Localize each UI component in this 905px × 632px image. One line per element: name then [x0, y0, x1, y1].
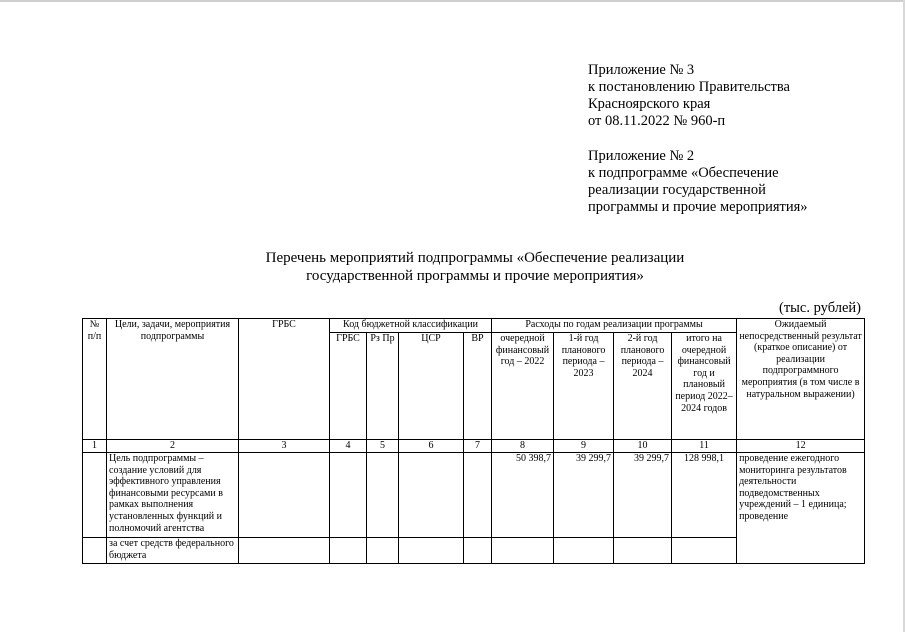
- header-total: итого на очередной финансовый год и плановый период 2022–2024 годов: [672, 333, 737, 440]
- cell-code-grbs: [330, 538, 367, 564]
- header-result: Ожидаемый непосредственный результат (краткое описание) от реализации подпрограммного мероприятия (в том числе в натуральном выражении): [737, 319, 865, 440]
- header-sub-csr: ЦСР: [399, 333, 464, 440]
- column-number: 12: [737, 440, 865, 453]
- cell-value-2022: 50 398,7: [492, 453, 554, 538]
- appendix-2-line: к подпрограмме «Обеспечение: [588, 165, 779, 181]
- column-number: 11: [672, 440, 737, 453]
- cell-grbs: [239, 538, 330, 564]
- header-budget-code: Код бюджетной классификации: [330, 319, 492, 333]
- appendix-3-line: от 08.11.2022 № 960-п: [588, 113, 726, 129]
- appendix-2-line: программы и прочие мероприятия»: [588, 199, 808, 215]
- column-number: 4: [330, 440, 367, 453]
- cell-num: [83, 453, 107, 538]
- column-number: 5: [367, 440, 399, 453]
- appendix-2-header: [588, 148, 808, 216]
- header-sub-vr: ВР: [464, 333, 492, 440]
- cell-grbs: [239, 453, 330, 538]
- cell-code-rzpr: [367, 453, 399, 538]
- header-expenses: Расходы по годам реализации программы: [492, 319, 737, 333]
- cell-goal-text: за счет средств федерального бюджета: [107, 538, 239, 564]
- cell-value-2023: 39 299,7: [554, 453, 614, 538]
- header-year-2022: очередной финансовый год – 2022: [492, 333, 554, 440]
- cell-value-2022: [492, 538, 554, 564]
- appendix-3-line: Красноярского края: [588, 96, 711, 112]
- column-number: 7: [464, 440, 492, 453]
- header-num: № п/п: [83, 319, 107, 440]
- cell-code-grbs: [330, 453, 367, 538]
- header-sub-grbs: ГРБС: [330, 333, 367, 440]
- measures-table: [82, 318, 865, 564]
- title-line-2: государственной программы и прочие мероприятия»: [306, 268, 644, 284]
- title-line-1: Перечень мероприятий подпрограммы «Обеспечение реализации: [265, 250, 685, 266]
- column-number: 1: [83, 440, 107, 453]
- cell-code-csr: [399, 453, 464, 538]
- column-number: 2: [107, 440, 239, 453]
- appendix-3-line: к постановлению Правительства: [588, 79, 790, 95]
- cell-code-rzpr: [367, 538, 399, 564]
- cell-goal-text: Цель подпрограммы – создание условий для эффективного управления финансовыми ресурсами в рамках выполнения установленных функций и полномочий агентства: [107, 453, 239, 538]
- header-year-2024: 2-й год планового периода – 2024: [614, 333, 672, 440]
- column-number: 10: [614, 440, 672, 453]
- header-goals: Цели, задачи, мероприятия подпрограммы: [107, 319, 239, 440]
- header-year-2023: 1-й год планового периода – 2023: [554, 333, 614, 440]
- appendix-2-line: реализации государственной: [588, 182, 766, 198]
- header-sub-rzpr: Рз Пр: [367, 333, 399, 440]
- units-label: (тыс. рублей): [779, 300, 861, 316]
- table-row: [83, 453, 865, 538]
- cell-value-total: [672, 538, 737, 564]
- cell-value-2024: [614, 538, 672, 564]
- document-title: [215, 249, 735, 285]
- column-number: 9: [554, 440, 614, 453]
- cell-num: [83, 538, 107, 564]
- cell-value-2024: 39 299,7: [614, 453, 672, 538]
- appendix-3-header: [588, 62, 790, 130]
- column-number: 6: [399, 440, 464, 453]
- cell-code-csr: [399, 538, 464, 564]
- header-grbs: ГРБС: [239, 319, 330, 440]
- cell-result: проведение ежегодного мониторинга результатов деятельности подведомственных учреждений – 1 единица; проведение: [737, 453, 865, 564]
- cell-code-vr: [464, 538, 492, 564]
- cell-code-vr: [464, 453, 492, 538]
- appendix-2-line: Приложение № 2: [588, 148, 695, 164]
- appendix-3-line: Приложение № 3: [588, 62, 695, 78]
- column-number: 3: [239, 440, 330, 453]
- cell-value-total: 128 998,1: [672, 453, 737, 538]
- column-number: 8: [492, 440, 554, 453]
- scan-border-top: [0, 0, 905, 2]
- cell-value-2023: [554, 538, 614, 564]
